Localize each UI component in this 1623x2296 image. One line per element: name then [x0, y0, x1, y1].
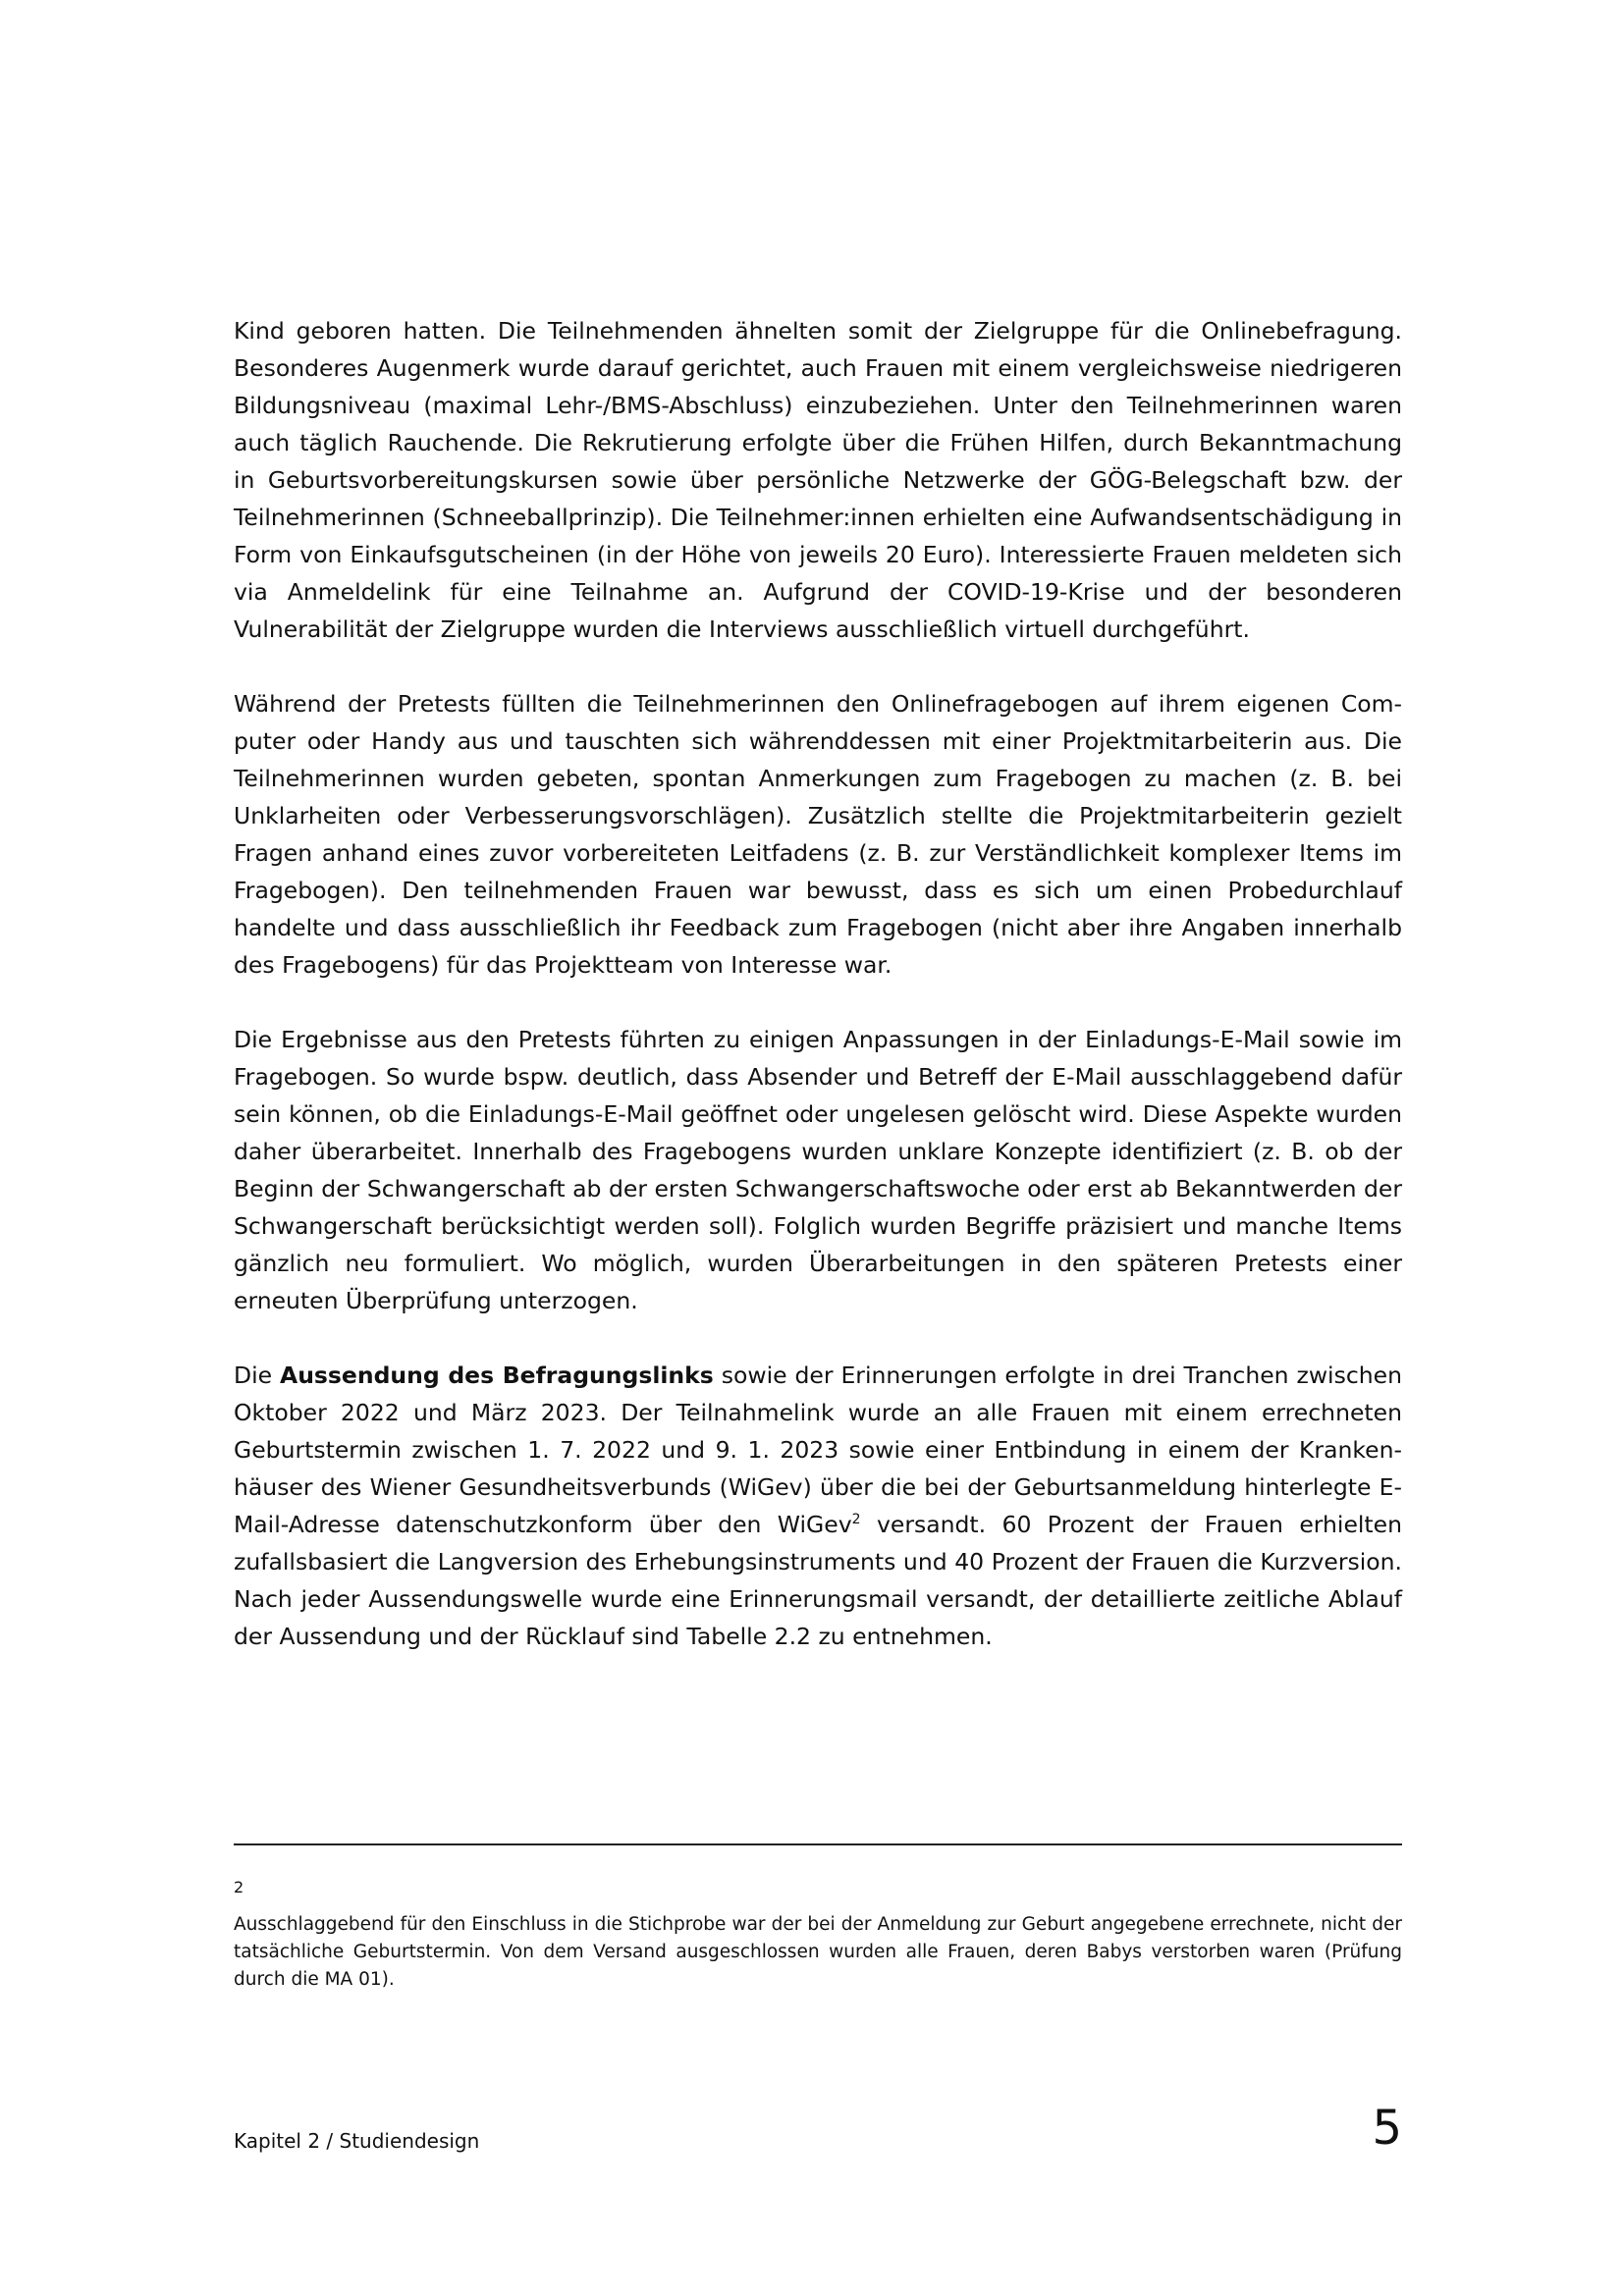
paragraph-text: Während der Pretests füllten die Teilnehmerinnen den Onlinefragebogen auf ihrem eigenen Computer oder Handy aus und tauschten sich währenddessen mit einer Projektmitarbeiterin aus. Die Teilnehmerinnen wurden gebeten, spontan Anmerkungen zum Fragebogen zu machen (z. B. bei Unklarheiten oder Verbesserungsvorschlägen). Zusätzlich stellte die Projektmitarbeiterin gezielt Fragen anhand eines zuvor vorbereiteten Leitfadens (z. B. zur Verständlichkeit komplexer Items im Fragebogen). Den teilnehmenden Frauen war bewusst, dass es sich um einen Probedurchlauf handelte und dass ausschließlich ihr Feedback zum Fragebogen (nicht aber ihre Angaben innerhalb des Fragebogens) für das Projektteam von Interesse war. — [234, 690, 1402, 979]
paragraph-text: Kind geboren hatten. Die Teilnehmenden ähnelten somit der Zielgruppe für die Onlinebefragung. Besonderes Augenmerk wurde darauf gerichtet, auch Frauen mit einem vergleichsweise niedrigeren Bildungsniveau (maximal Lehr-/BMS-Abschluss) einzubeziehen. Unter den Teilnehmerinnen waren auch täglich Rauchende. Die Rekrutierung erfolgte über die Frühen Hilfen, durch Bekanntmachung in Geburtsvorbereitungskursen sowie über persönliche Netzwerke der GÖG-Belegschaft bzw. der Teilnehmerinnen (Schneeballprinzip). Die Teilnehmer:innen erhielten eine Aufwandsentschädigung in Form von Einkaufsgutscheinen (in der Höhe von jeweils 20 Euro). Interessierte Frauen meldeten sich via Anmeldelink für eine Teilnahme an. Aufgrund der COVID-19-Krise und der besonderen Vulnerabilität der Zielgruppe wurden die Interviews ausschließlich virtuell durchgeführt. — [234, 317, 1402, 643]
footnote-reference: 2 — [851, 1512, 861, 1528]
footer-chapter-label: Kapitel 2 / Studiendesign — [234, 2129, 480, 2153]
paragraph-pretest-results — [234, 1021, 1402, 1319]
paragraph-pretest-procedure — [234, 685, 1402, 984]
footnote-text: Ausschlaggebend für den Einschluss in die Stichprobe war der bei der Anmeldung zur Geburt angegebene errechnete, nicht der tatsächliche Geburtstermin. Von dem Versand ausgeschlossen wurden alle Frauen, deren Babys verstorben waren (Prüfung durch die MA 01). — [234, 1914, 1402, 1990]
page-number: 5 — [1372, 2101, 1402, 2156]
paragraph-text: versandt. 60 Prozent der Frauen erhielten zufallsbasiert die Langversion des Erhebungsinstruments und 40 Prozent der Frauen die Kurzversion. Nach jeder Aussendungswelle wurde eine Erinnerungsmail versandt, der detaillierte zeitliche Ablauf der Aussendung und der Rücklauf sind Tabelle 2.2 zu entnehmen. — [234, 1511, 1402, 1650]
paragraph-text: sowie der Erinnerungen erfolgte in drei Tranchen zwischen Oktober 2022 und März 2023. Der Teilnahmelink wurde an alle Frauen mit einem errechneten Geburtstermin zwischen 1. 7. 2022 und 9. 1. 2023 sowie einer Entbindung in einem der Krankenhäuser des Wiener Gesundheitsverbunds (WiGev) über die bei der Geburtsanmeldung hinterlegte E-Mail-Adresse datenschutzkonform über den WiGev — [234, 1362, 1402, 1538]
footnote-number: 2 — [234, 1878, 244, 1896]
bold-phrase: Aussendung des Befragungslinks — [280, 1362, 714, 1389]
paragraph-link-dispatch — [234, 1357, 1402, 1655]
body-text — [234, 312, 1402, 1692]
paragraph-text: Die Ergebnisse aus den Pretests führten zu einigen Anpassungen in der Einladungs-E-Mail sowie im Fragebogen. So wurde bspw. deutlich, dass Absender und Betreff der E-Mail ausschlaggebend dafür sein können, ob die Einladungs-E-Mail geöffnet oder ungelesen gelöscht wird. Diese Aspekte wurden daher überarbeitet. Innerhalb des Fragebogens wurden unklare Konzepte identifiziert (z. B. ob der Beginn der Schwangerschaft ab der ersten Schwangerschaftswoche oder erst ab Bekanntwerden der Schwangerschaft berücksichtigt werden soll). Folglich wurden Begriffe präzisiert und manche Items gänzlich neu formuliert. Wo möglich, wurden Überarbeitungen in den späteren Pretests einer erneuten Überprüfung unterzogen. — [234, 1026, 1402, 1314]
footnote-divider — [234, 1843, 1402, 1845]
paragraph-recruitment — [234, 312, 1402, 648]
paragraph-text: Die — [234, 1362, 281, 1389]
